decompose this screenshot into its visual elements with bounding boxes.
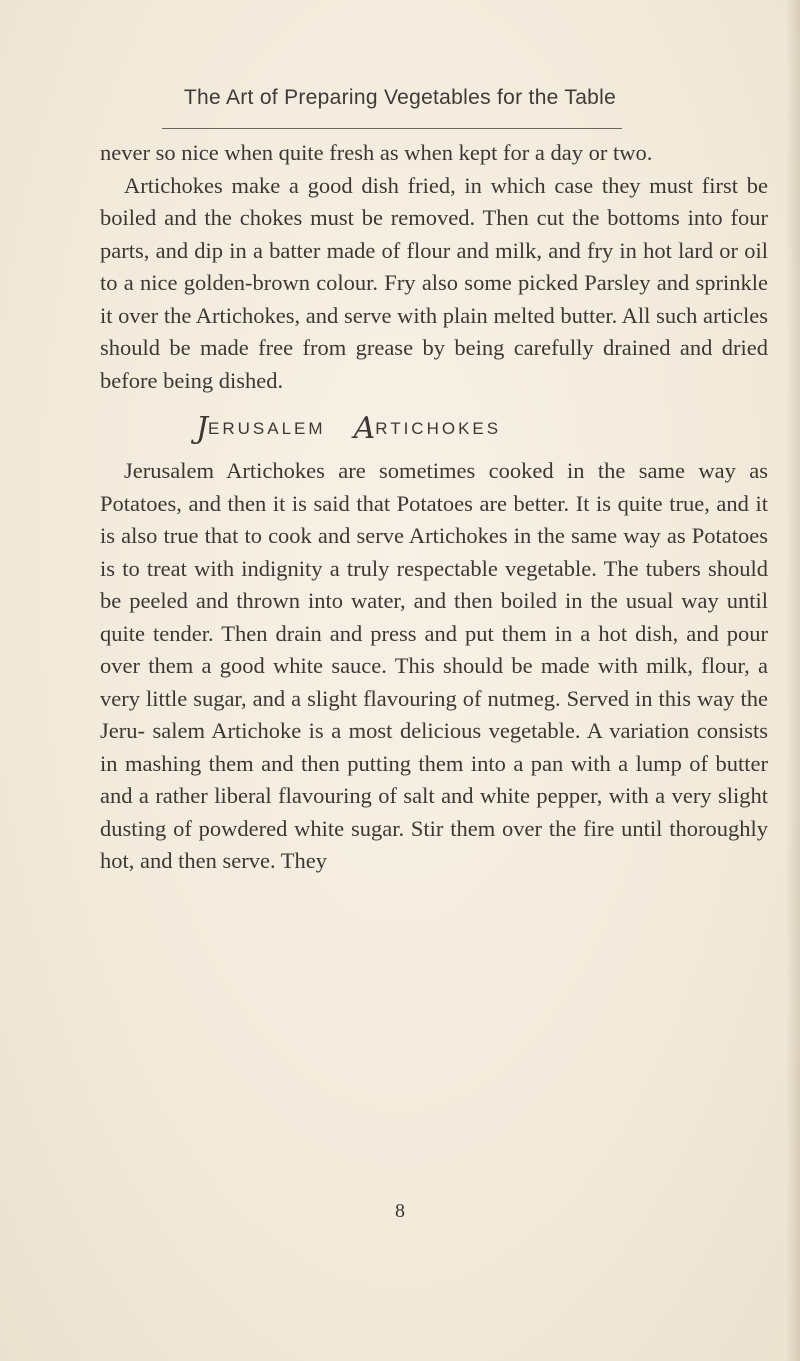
- section-heading: [196, 411, 501, 455]
- paragraph-fried-artichokes: Artichokes make a good dish fried, in which case they must first be boiled and the chokes must be removed. Then cut the bottoms into four parts, and dip in a batter made of flour and milk, and fry in hot lard or oil to a nice golden-brown colour. Fry also some picked Parsley and sprinkle it over the Artichokes, and serve with plain melted butter. All such articles should be made free from grease by being carefully drained and dried before being dished.: [100, 172, 768, 393]
- paragraph-jerusalem-artichokes: Jerusalem Artichokes are sometimes cooked in the same way as Potatoes, and then it is said that Potatoes are better. It is quite true, and it is also true that to cook and serve Artichokes in the same way as Potatoes is to treat with indignity a truly respectable vegetable. The tubers should be peeled and thrown into water, and then boiled in the usual way until quite tender. Then drain and press and put them in a hot dish, and pour over them a good white sauce. This should be made with milk, flour, a very little sugar, and a slight flavouring of nutmeg. Served in this way the Jeru- salem Artichoke is a most delicious vegetable. A variation consists in mashing them and then putting them into a pan with a lump of butter and a rather liberal flavouring of salt and white pepper, with a very slight dusting of powdered white sugar. Stir them over the fire until thoroughly hot, and then serve. They: [100, 458, 768, 873]
- heading-initial-j: J: [196, 411, 209, 446]
- page-edge-shadow: [786, 0, 800, 1361]
- paragraph-continuation: never so nice when quite fresh as when kept for a day or two.: [100, 140, 653, 165]
- header-rule: [162, 128, 622, 129]
- page-number: 8: [395, 1200, 405, 1222]
- running-head: The Art of Preparing Vegetables for the Table: [183, 86, 617, 109]
- text-block-top: [100, 137, 768, 397]
- heading-word-jerusalem: ERUSALEM: [208, 419, 326, 438]
- heading-word-artichokes: RTICHOKES: [375, 419, 502, 438]
- heading-initial-a: A: [353, 411, 376, 446]
- text-block-bottom: [100, 455, 768, 878]
